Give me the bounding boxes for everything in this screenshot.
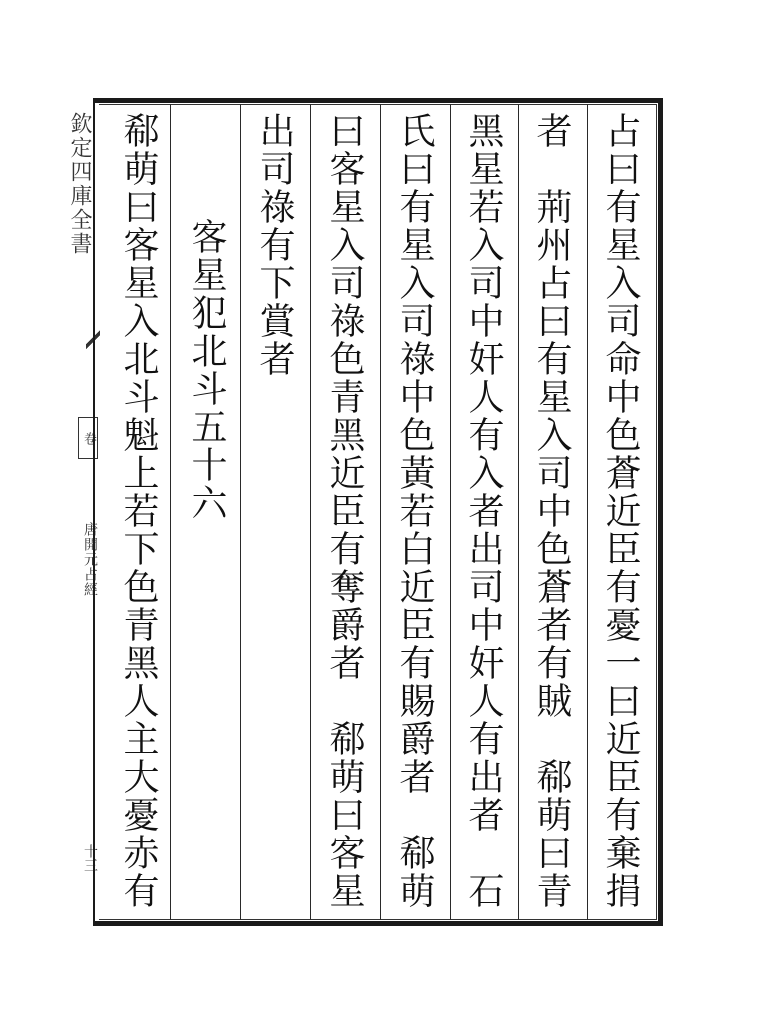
text-column-3: 黑星若入司中奸人有入者出司中奸人有出者 石	[463, 112, 504, 910]
margin-book-title: 欽定四庫全書	[67, 112, 92, 256]
margin-juan-marker: 卷	[78, 417, 98, 459]
column-divider	[450, 104, 451, 920]
text-column-4: 氏曰有星入司祿中色黃若白近臣有賜爵者 郗萌	[394, 112, 435, 910]
column-divider	[240, 104, 241, 920]
column-divider	[310, 104, 311, 920]
margin-page-number: 十三	[82, 844, 98, 872]
text-column-5: 曰客星入司祿色青黑近臣有奪爵者 郗萌曰客星	[324, 112, 365, 910]
margin-book-name: 唐開元占經	[82, 522, 98, 597]
column-divider	[587, 104, 588, 920]
column-divider	[518, 104, 519, 920]
inner-rule	[99, 104, 657, 920]
text-column-2: 者 荊州占曰有星入司中色蒼者有賊 郗萌曰青	[531, 112, 572, 910]
text-column-6: 出司祿有下賞者	[254, 112, 295, 378]
column-divider	[380, 104, 381, 920]
page-margin	[60, 102, 96, 922]
text-column-10: 郗萌曰客星入北斗魁上若下色青黑人主大憂赤有	[118, 112, 159, 910]
text-column-1: 占曰有星入司命中色蒼近臣有憂一曰近臣有棄捐	[600, 112, 641, 910]
section-heading: 客星犯北斗五十六	[186, 218, 227, 522]
column-divider	[170, 104, 171, 920]
